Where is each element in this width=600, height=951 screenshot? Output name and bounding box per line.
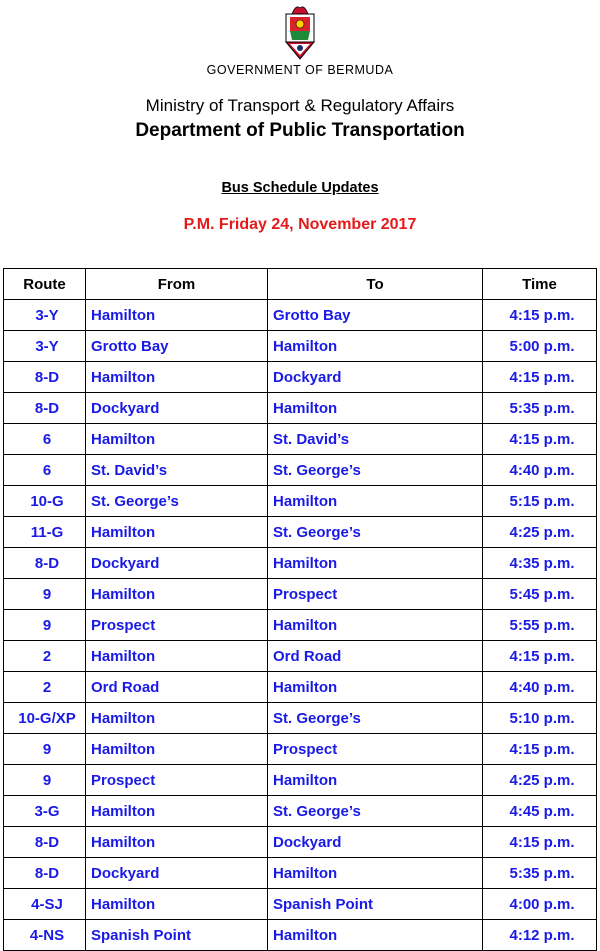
from-cell: Hamilton — [86, 424, 268, 455]
to-cell: Dockyard — [268, 827, 483, 858]
table-row — [4, 734, 597, 765]
from-cell: Spanish Point — [86, 920, 268, 951]
route-cell: 4-NS — [4, 920, 86, 951]
time-cell: 5:15 p.m. — [483, 486, 597, 517]
from-cell: Hamilton — [86, 703, 268, 734]
government-name: GOVERNMENT OF BERMUDA — [206, 63, 394, 77]
time-cell: 4:15 p.m. — [483, 300, 597, 331]
time-cell: 5:00 p.m. — [483, 331, 597, 362]
time-cell: 4:15 p.m. — [483, 734, 597, 765]
to-cell: Grotto Bay — [268, 300, 483, 331]
to-cell: Hamilton — [268, 548, 483, 579]
to-cell: Hamilton — [268, 331, 483, 362]
table-row — [4, 641, 597, 672]
from-cell: Dockyard — [86, 548, 268, 579]
from-cell: Hamilton — [86, 827, 268, 858]
to-cell: St. George’s — [268, 517, 483, 548]
bus-schedule-table — [3, 268, 597, 951]
table-row — [4, 300, 597, 331]
time-cell: 4:15 p.m. — [483, 362, 597, 393]
time-cell: 5:35 p.m. — [483, 393, 597, 424]
to-cell: St. David’s — [268, 424, 483, 455]
route-cell: 9 — [4, 579, 86, 610]
route-cell: 2 — [4, 672, 86, 703]
from-cell: Hamilton — [86, 362, 268, 393]
table-row — [4, 548, 597, 579]
route-cell: 11-G — [4, 517, 86, 548]
table-row — [4, 486, 597, 517]
from-cell: Dockyard — [86, 858, 268, 889]
table-row — [4, 610, 597, 641]
time-cell: 4:35 p.m. — [483, 548, 597, 579]
from-cell: Prospect — [86, 765, 268, 796]
from-cell: Hamilton — [86, 889, 268, 920]
to-cell: St. George’s — [268, 796, 483, 827]
table-row — [4, 424, 597, 455]
to-cell: Hamilton — [268, 672, 483, 703]
table-row — [4, 517, 597, 548]
to-cell: Hamilton — [268, 610, 483, 641]
route-cell: 3-Y — [4, 331, 86, 362]
route-cell: 9 — [4, 765, 86, 796]
route-cell: 8-D — [4, 393, 86, 424]
table-row — [4, 672, 597, 703]
time-cell: 4:25 p.m. — [483, 517, 597, 548]
to-cell: Prospect — [268, 579, 483, 610]
time-cell: 4:15 p.m. — [483, 424, 597, 455]
from-cell: Hamilton — [86, 517, 268, 548]
route-cell: 8-D — [4, 548, 86, 579]
route-cell: 10-G — [4, 486, 86, 517]
to-cell: Hamilton — [268, 765, 483, 796]
to-cell: Ord Road — [268, 641, 483, 672]
route-cell: 3-G — [4, 796, 86, 827]
table-row — [4, 393, 597, 424]
column-header-to: To — [268, 269, 483, 300]
from-cell: St. David’s — [86, 455, 268, 486]
from-cell: Hamilton — [86, 641, 268, 672]
from-cell: Grotto Bay — [86, 331, 268, 362]
table-row — [4, 920, 597, 951]
table-row — [4, 765, 597, 796]
from-cell: Hamilton — [86, 796, 268, 827]
route-cell: 4-SJ — [4, 889, 86, 920]
from-cell: Hamilton — [86, 300, 268, 331]
route-cell: 10-G/XP — [4, 703, 86, 734]
table-row — [4, 331, 597, 362]
from-cell: Hamilton — [86, 734, 268, 765]
to-cell: Hamilton — [268, 393, 483, 424]
table-row — [4, 703, 597, 734]
to-cell: St. George’s — [268, 455, 483, 486]
time-cell: 4:15 p.m. — [483, 827, 597, 858]
route-cell: 2 — [4, 641, 86, 672]
time-cell: 5:10 p.m. — [483, 703, 597, 734]
time-cell: 4:00 p.m. — [483, 889, 597, 920]
schedule-date: P.M. Friday 24, November 2017 — [183, 216, 417, 233]
route-cell: 9 — [4, 734, 86, 765]
route-cell: 6 — [4, 455, 86, 486]
table-row — [4, 796, 597, 827]
route-cell: 8-D — [4, 827, 86, 858]
time-cell: 4:40 p.m. — [483, 455, 597, 486]
to-cell: Hamilton — [268, 486, 483, 517]
table-row — [4, 362, 597, 393]
route-cell: 6 — [4, 424, 86, 455]
to-cell: Hamilton — [268, 858, 483, 889]
from-cell: Prospect — [86, 610, 268, 641]
table-row — [4, 889, 597, 920]
route-cell: 8-D — [4, 858, 86, 889]
to-cell: Dockyard — [268, 362, 483, 393]
time-cell: 5:35 p.m. — [483, 858, 597, 889]
to-cell: Hamilton — [268, 920, 483, 951]
column-header-from: From — [86, 269, 268, 300]
column-header-time: Time — [483, 269, 597, 300]
table-row — [4, 455, 597, 486]
route-cell: 9 — [4, 610, 86, 641]
time-cell: 5:55 p.m. — [483, 610, 597, 641]
time-cell: 4:40 p.m. — [483, 672, 597, 703]
schedule-subtitle: Bus Schedule Updates — [221, 180, 379, 196]
bermuda-coat-of-arms-icon — [280, 2, 320, 60]
department-name: Department of Public Transportation — [135, 120, 465, 141]
from-cell: Dockyard — [86, 393, 268, 424]
time-cell: 4:25 p.m. — [483, 765, 597, 796]
table-row — [4, 579, 597, 610]
ministry-name: Ministry of Transport & Regulatory Affairs — [145, 96, 455, 115]
time-cell: 4:45 p.m. — [483, 796, 597, 827]
route-cell: 3-Y — [4, 300, 86, 331]
to-cell: St. George’s — [268, 703, 483, 734]
table-row — [4, 827, 597, 858]
from-cell: Hamilton — [86, 579, 268, 610]
time-cell: 4:12 p.m. — [483, 920, 597, 951]
to-cell: Spanish Point — [268, 889, 483, 920]
route-cell: 8-D — [4, 362, 86, 393]
from-cell: Ord Road — [86, 672, 268, 703]
time-cell: 4:15 p.m. — [483, 641, 597, 672]
table-header-row — [4, 269, 597, 300]
from-cell: St. George’s — [86, 486, 268, 517]
column-header-route: Route — [4, 269, 86, 300]
to-cell: Prospect — [268, 734, 483, 765]
time-cell: 5:45 p.m. — [483, 579, 597, 610]
table-row — [4, 858, 597, 889]
